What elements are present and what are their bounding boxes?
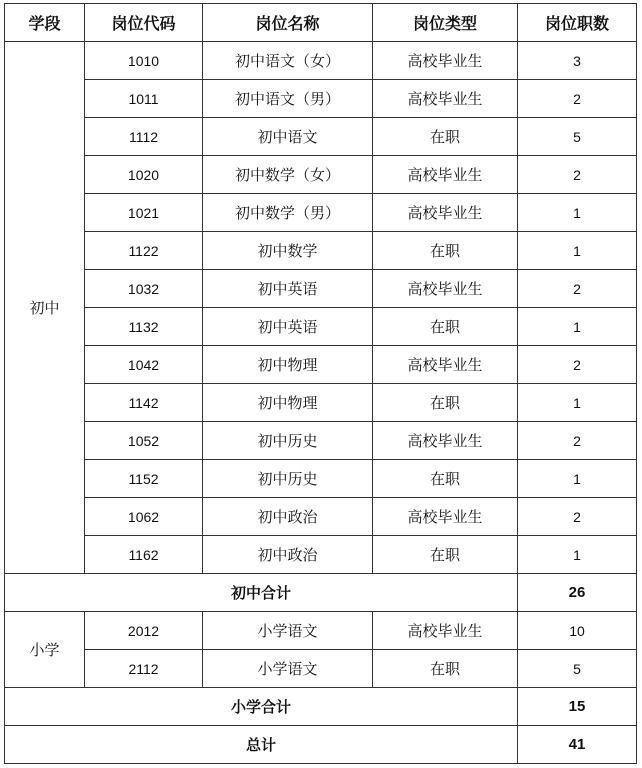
table-row <box>5 536 637 574</box>
header-name: 岗位名称 <box>203 4 373 42</box>
header-type: 岗位类型 <box>373 4 518 42</box>
table-row <box>5 422 637 460</box>
count-cell: 2 <box>518 80 637 118</box>
type-cell: 高校毕业生 <box>373 346 518 384</box>
name-cell: 初中历史 <box>203 460 373 498</box>
name-cell: 初中语文（男） <box>203 80 373 118</box>
code-cell: 1042 <box>85 346 203 384</box>
code-cell: 1011 <box>85 80 203 118</box>
total-value: 41 <box>518 726 637 764</box>
type-cell: 在职 <box>373 536 518 574</box>
table-row <box>5 460 637 498</box>
name-cell: 小学语文 <box>203 650 373 688</box>
header-count: 岗位职数 <box>518 4 637 42</box>
code-cell: 1142 <box>85 384 203 422</box>
header-stage: 学段 <box>5 4 85 42</box>
table-row <box>5 384 637 422</box>
count-cell: 2 <box>518 422 637 460</box>
table-row <box>5 232 637 270</box>
code-cell: 2112 <box>85 650 203 688</box>
name-cell: 初中数学（女） <box>203 156 373 194</box>
code-cell: 1062 <box>85 498 203 536</box>
code-cell: 1010 <box>85 42 203 80</box>
count-cell: 10 <box>518 612 637 650</box>
name-cell: 初中数学（男） <box>203 194 373 232</box>
type-cell: 在职 <box>373 650 518 688</box>
name-cell: 初中数学 <box>203 232 373 270</box>
name-cell: 初中政治 <box>203 498 373 536</box>
count-cell: 1 <box>518 384 637 422</box>
type-cell: 在职 <box>373 460 518 498</box>
type-cell: 高校毕业生 <box>373 422 518 460</box>
type-cell: 高校毕业生 <box>373 42 518 80</box>
name-cell: 初中历史 <box>203 422 373 460</box>
table-row <box>5 80 637 118</box>
stage-cell: 初中 <box>5 42 85 574</box>
name-cell: 初中物理 <box>203 384 373 422</box>
type-cell: 在职 <box>373 118 518 156</box>
header-code: 岗位代码 <box>85 4 203 42</box>
subtotal-label: 初中合计 <box>5 574 518 612</box>
name-cell: 初中语文 <box>203 118 373 156</box>
subtotal-row <box>5 688 637 726</box>
code-cell: 1052 <box>85 422 203 460</box>
count-cell: 2 <box>518 156 637 194</box>
subtotal-value: 15 <box>518 688 637 726</box>
code-cell: 1152 <box>85 460 203 498</box>
count-cell: 2 <box>518 498 637 536</box>
table-row <box>5 270 637 308</box>
type-cell: 在职 <box>373 384 518 422</box>
code-cell: 1112 <box>85 118 203 156</box>
total-row <box>5 726 637 764</box>
table-row <box>5 194 637 232</box>
code-cell: 1020 <box>85 156 203 194</box>
total-label: 总计 <box>5 726 518 764</box>
type-cell: 高校毕业生 <box>373 612 518 650</box>
table-row <box>5 346 637 384</box>
count-cell: 1 <box>518 232 637 270</box>
table-row <box>5 612 637 650</box>
type-cell: 高校毕业生 <box>373 498 518 536</box>
table-row <box>5 156 637 194</box>
name-cell: 初中物理 <box>203 346 373 384</box>
subtotal-label: 小学合计 <box>5 688 518 726</box>
stage-cell: 小学 <box>5 612 85 688</box>
count-cell: 2 <box>518 270 637 308</box>
table-body <box>5 42 637 764</box>
type-cell: 高校毕业生 <box>373 156 518 194</box>
name-cell: 初中政治 <box>203 536 373 574</box>
header-row <box>5 4 637 42</box>
type-cell: 高校毕业生 <box>373 80 518 118</box>
code-cell: 1162 <box>85 536 203 574</box>
type-cell: 高校毕业生 <box>373 194 518 232</box>
name-cell: 初中英语 <box>203 308 373 346</box>
code-cell: 1021 <box>85 194 203 232</box>
count-cell: 1 <box>518 308 637 346</box>
subtotal-value: 26 <box>518 574 637 612</box>
name-cell: 初中语文（女） <box>203 42 373 80</box>
table-row <box>5 308 637 346</box>
table-row <box>5 118 637 156</box>
code-cell: 1122 <box>85 232 203 270</box>
count-cell: 5 <box>518 118 637 156</box>
type-cell: 高校毕业生 <box>373 270 518 308</box>
count-cell: 2 <box>518 346 637 384</box>
table-row <box>5 42 637 80</box>
code-cell: 1132 <box>85 308 203 346</box>
positions-table <box>4 3 637 764</box>
type-cell: 在职 <box>373 232 518 270</box>
type-cell: 在职 <box>373 308 518 346</box>
count-cell: 1 <box>518 194 637 232</box>
count-cell: 1 <box>518 536 637 574</box>
count-cell: 5 <box>518 650 637 688</box>
name-cell: 初中英语 <box>203 270 373 308</box>
name-cell: 小学语文 <box>203 612 373 650</box>
code-cell: 1032 <box>85 270 203 308</box>
count-cell: 1 <box>518 460 637 498</box>
table-row <box>5 650 637 688</box>
table-row <box>5 498 637 536</box>
count-cell: 3 <box>518 42 637 80</box>
code-cell: 2012 <box>85 612 203 650</box>
subtotal-row <box>5 574 637 612</box>
